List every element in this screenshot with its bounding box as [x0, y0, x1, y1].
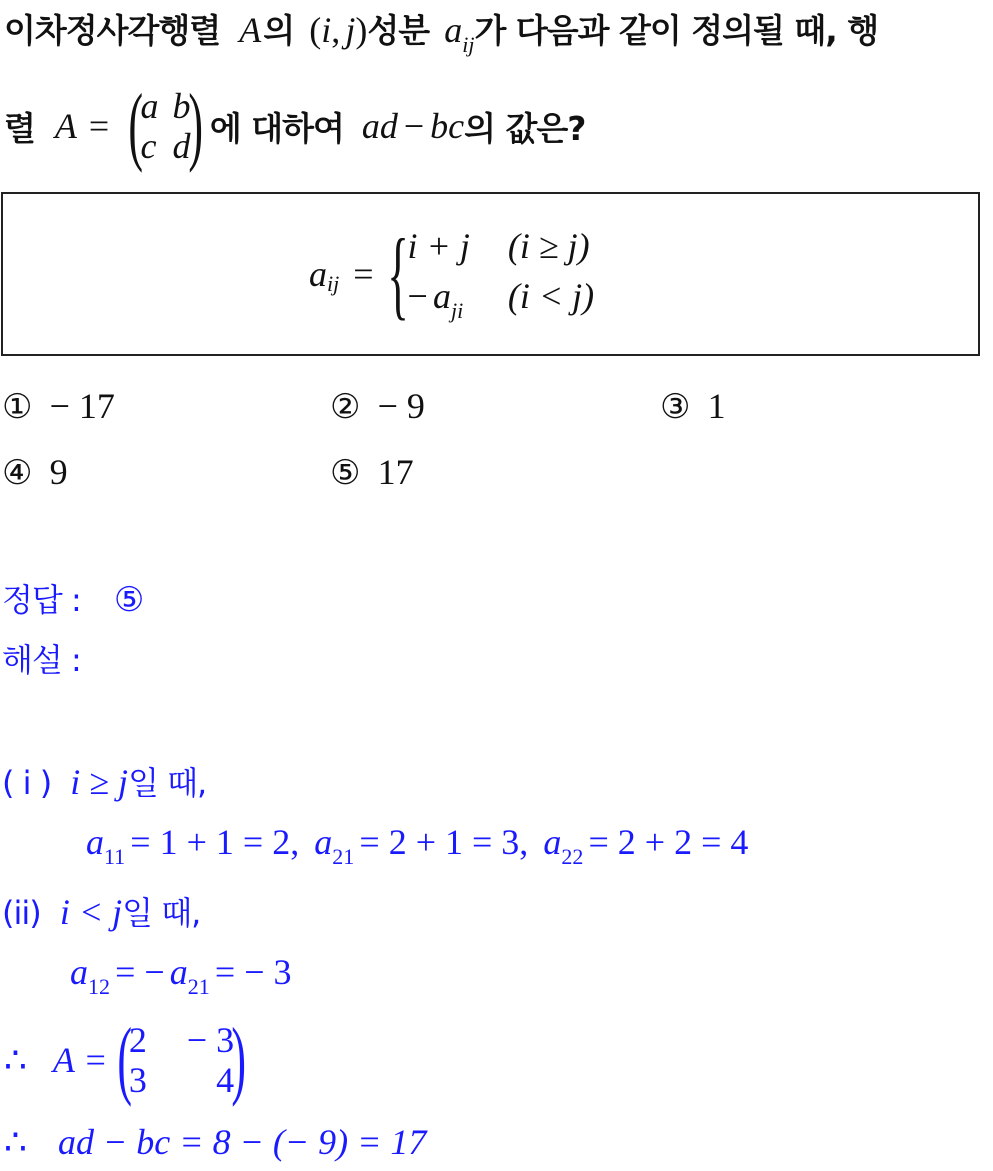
- case-expr: i + j: [407, 225, 470, 266]
- math-paren: (: [309, 10, 322, 50]
- math-subscript: 12: [88, 974, 110, 999]
- math-var: a: [432, 275, 451, 316]
- question-text: 성분: [367, 11, 430, 50]
- matrix-entry: 2: [128, 1020, 147, 1060]
- question-text: 의 값은?: [464, 108, 586, 148]
- question-text: 에 대하여: [209, 108, 344, 148]
- therefore-symbol: ∴: [4, 1122, 27, 1162]
- math-var: a: [169, 952, 188, 992]
- case-condition: (i < j): [507, 275, 595, 316]
- matrix-lhs: A =: [52, 1040, 108, 1080]
- case-condition: i < j: [59, 892, 123, 932]
- matrix-entry: 4: [216, 1060, 235, 1100]
- final-expression: ad − bc = 8 − (− 9) = 17: [58, 1122, 427, 1162]
- matrix-entry: a: [140, 86, 159, 126]
- math-rhs: = 2 + 2 = 4: [588, 822, 749, 862]
- question-matrix: [141, 86, 191, 166]
- choice-value: 1: [707, 386, 726, 426]
- choice-value: 17: [377, 452, 414, 492]
- math-var: a: [444, 10, 463, 50]
- math-var: a: [314, 822, 333, 862]
- question-text: 이차정사각행렬: [4, 11, 221, 50]
- case-label: ( i ): [2, 764, 52, 802]
- answer-label: 정답 :: [2, 581, 81, 619]
- math-subscript: 21: [332, 844, 355, 869]
- case-condition: i ≥ j: [70, 762, 129, 802]
- matrix-entry: c: [140, 126, 157, 166]
- math-var: j: [345, 10, 356, 50]
- definition-box: [1, 192, 980, 356]
- math-rhs: = − 3: [214, 952, 292, 992]
- matrix-result-line: [4, 1012, 253, 1108]
- case-1-values: [86, 820, 748, 871]
- definition-formula: [309, 214, 594, 334]
- therefore-symbol: ∴: [4, 1040, 27, 1080]
- explanation-label-line: [2, 638, 81, 688]
- math-expr: ad: [361, 106, 398, 146]
- math-var: A: [239, 10, 262, 50]
- math-minus: −: [403, 106, 425, 146]
- math-subscript: 22: [561, 844, 584, 869]
- matrix-right-paren: ): [231, 1011, 247, 1108]
- math-subscript: ji: [450, 297, 464, 323]
- question-line-1: [4, 8, 879, 57]
- math-equals: =: [353, 254, 374, 294]
- matrix-entry: b: [172, 86, 191, 126]
- case-2-header: [2, 890, 200, 941]
- math-var: a: [86, 822, 104, 862]
- math-var: i: [321, 10, 332, 50]
- math-rhs: = 1 + 1 = 2,: [130, 822, 300, 862]
- choice-marker: ③: [660, 387, 691, 427]
- choice-value: 9: [49, 452, 68, 492]
- case-label: (ii): [2, 894, 41, 932]
- math-minus: −: [407, 275, 428, 316]
- math-subscript: 11: [104, 844, 126, 869]
- choice-3[interactable]: [660, 384, 726, 435]
- case-1-header: [2, 760, 206, 811]
- answer-value: ⑤: [113, 580, 145, 620]
- math-expr: bc: [430, 106, 465, 146]
- question-line-2: [4, 78, 585, 174]
- question-text: 가 다음과 같이 정의될 때, 행: [474, 11, 879, 50]
- explanation-label: 해설 :: [2, 641, 81, 679]
- answer-line: [2, 578, 144, 628]
- cases-block: [408, 221, 595, 328]
- matrix-left-paren: (: [116, 1011, 132, 1108]
- choice-5[interactable]: [330, 450, 414, 501]
- choice-marker: ④: [2, 453, 33, 493]
- choice-value: − 17: [49, 386, 115, 426]
- choice-4[interactable]: [2, 450, 68, 501]
- math-mid: = −: [115, 952, 165, 992]
- choice-marker: ①: [2, 387, 33, 427]
- case-2-values: [70, 950, 292, 1001]
- math-subscript: ij: [462, 32, 475, 57]
- math-paren: ): [355, 10, 368, 50]
- case-condition: (i ≥ j): [507, 225, 590, 266]
- question-text: 렬: [4, 108, 35, 148]
- matrix-right-paren: ): [187, 77, 203, 174]
- choice-marker: ②: [330, 387, 361, 427]
- choice-1[interactable]: [2, 384, 115, 435]
- math-subscript: 21: [187, 974, 210, 999]
- case-expr: [408, 271, 470, 328]
- math-comma: ,: [331, 10, 341, 50]
- choice-value: − 9: [377, 386, 425, 426]
- question-text: 의: [263, 11, 295, 50]
- matrix-entry: − 3: [186, 1020, 235, 1060]
- cases-brace: {: [386, 218, 409, 329]
- matrix-entry: 3: [128, 1060, 147, 1100]
- math-var: a: [543, 822, 562, 862]
- math-var: a: [70, 952, 88, 992]
- choice-2[interactable]: [330, 384, 425, 435]
- math-var: a: [309, 254, 327, 294]
- final-line: [4, 1120, 426, 1171]
- math-equals: =: [88, 106, 110, 146]
- matrix-entry: d: [172, 126, 191, 166]
- matrix-left-paren: (: [128, 77, 144, 174]
- math-rhs: = 2 + 1 = 3,: [359, 822, 529, 862]
- choice-marker: ⑤: [330, 453, 361, 493]
- case-text: 일 때,: [122, 894, 201, 932]
- case-text: 일 때,: [128, 764, 207, 802]
- math-subscript: ij: [327, 271, 340, 296]
- math-var: A: [54, 106, 77, 146]
- result-matrix: [129, 1020, 234, 1100]
